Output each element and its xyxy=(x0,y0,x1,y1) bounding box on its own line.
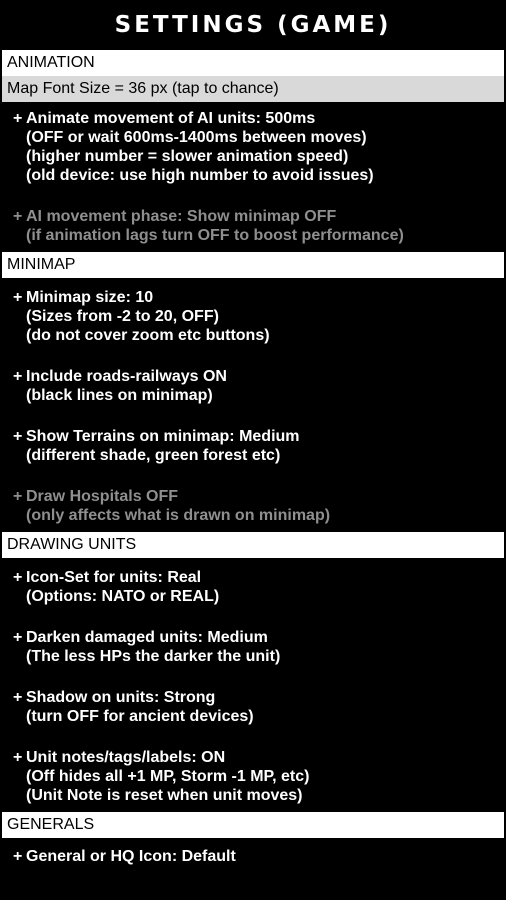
section-header-drawing-units: DRAWING UNITS xyxy=(2,532,504,558)
setting-title: Animate movement of AI units: 500ms xyxy=(26,110,316,127)
setting-title: General or HQ Icon: Default xyxy=(26,848,236,865)
setting-note: (turn OFF for ancient devices) xyxy=(26,708,254,725)
setting-note: (do not cover zoom etc buttons) xyxy=(26,327,270,344)
plus-icon: + xyxy=(13,110,23,127)
plus-icon: + xyxy=(13,428,23,445)
plus-icon: + xyxy=(13,368,23,385)
plus-icon: + xyxy=(13,208,23,225)
setting-title: AI movement phase: Show minimap OFF xyxy=(26,208,337,225)
setting-unit-notes[interactable] xyxy=(0,748,506,805)
setting-note: (The less HPs the darker the unit) xyxy=(26,648,281,665)
setting-minimap-size[interactable] xyxy=(0,288,506,345)
setting-general-hq-icon[interactable] xyxy=(0,847,506,866)
plus-icon: + xyxy=(13,749,23,766)
section-header-generals: GENERALS xyxy=(2,812,504,838)
setting-title: Show Terrains on minimap: Medium xyxy=(26,428,300,445)
setting-note: (Options: NATO or REAL) xyxy=(26,588,220,605)
setting-note: (OFF or wait 600ms-1400ms between moves) xyxy=(26,129,367,146)
setting-note: (Off hides all +1 MP, Storm -1 MP, etc) xyxy=(26,768,310,785)
map-font-size-row[interactable]: Map Font Size = 36 px (tap to chance) xyxy=(2,76,504,102)
setting-darken-damaged[interactable] xyxy=(0,628,506,666)
setting-ai-movement-minimap[interactable] xyxy=(0,207,506,245)
plus-icon: + xyxy=(13,569,23,586)
page-title: SETTINGS (GAME) xyxy=(114,12,392,38)
setting-note: (higher number = slower animation speed) xyxy=(26,148,349,165)
plus-icon: + xyxy=(13,689,23,706)
setting-note: (Unit Note is reset when unit moves) xyxy=(26,787,303,804)
setting-note: (different shade, green forest etc) xyxy=(26,447,281,464)
setting-title: Darken damaged units: Medium xyxy=(26,629,268,646)
setting-terrains-minimap[interactable] xyxy=(0,427,506,465)
setting-title: Draw Hospitals OFF xyxy=(26,488,179,505)
setting-animate-ai-units[interactable] xyxy=(0,109,506,185)
setting-note: (only affects what is drawn on minimap) xyxy=(26,507,331,524)
setting-title: Shadow on units: Strong xyxy=(26,689,216,706)
plus-icon: + xyxy=(13,629,23,646)
setting-note: (old device: use high number to avoid issues) xyxy=(26,167,374,184)
setting-note: (black lines on minimap) xyxy=(26,387,213,404)
setting-icon-set[interactable] xyxy=(0,568,506,606)
setting-roads-railways[interactable] xyxy=(0,367,506,405)
setting-title: Icon-Set for units: Real xyxy=(26,569,202,586)
setting-note: (if animation lags turn OFF to boost performance) xyxy=(26,227,404,244)
plus-icon: + xyxy=(13,488,23,505)
setting-note: (Sizes from -2 to 20, OFF) xyxy=(26,308,219,325)
setting-draw-hospitals[interactable] xyxy=(0,487,506,525)
plus-icon: + xyxy=(13,848,23,865)
section-header-animation: ANIMATION xyxy=(2,50,504,76)
setting-title: Include roads-railways ON xyxy=(26,368,227,385)
plus-icon: + xyxy=(13,289,23,306)
setting-title: Unit notes/tags/labels: ON xyxy=(26,749,226,766)
setting-shadow-units[interactable] xyxy=(0,688,506,726)
section-header-minimap: MINIMAP xyxy=(2,252,504,278)
setting-title: Minimap size: 10 xyxy=(26,289,154,306)
